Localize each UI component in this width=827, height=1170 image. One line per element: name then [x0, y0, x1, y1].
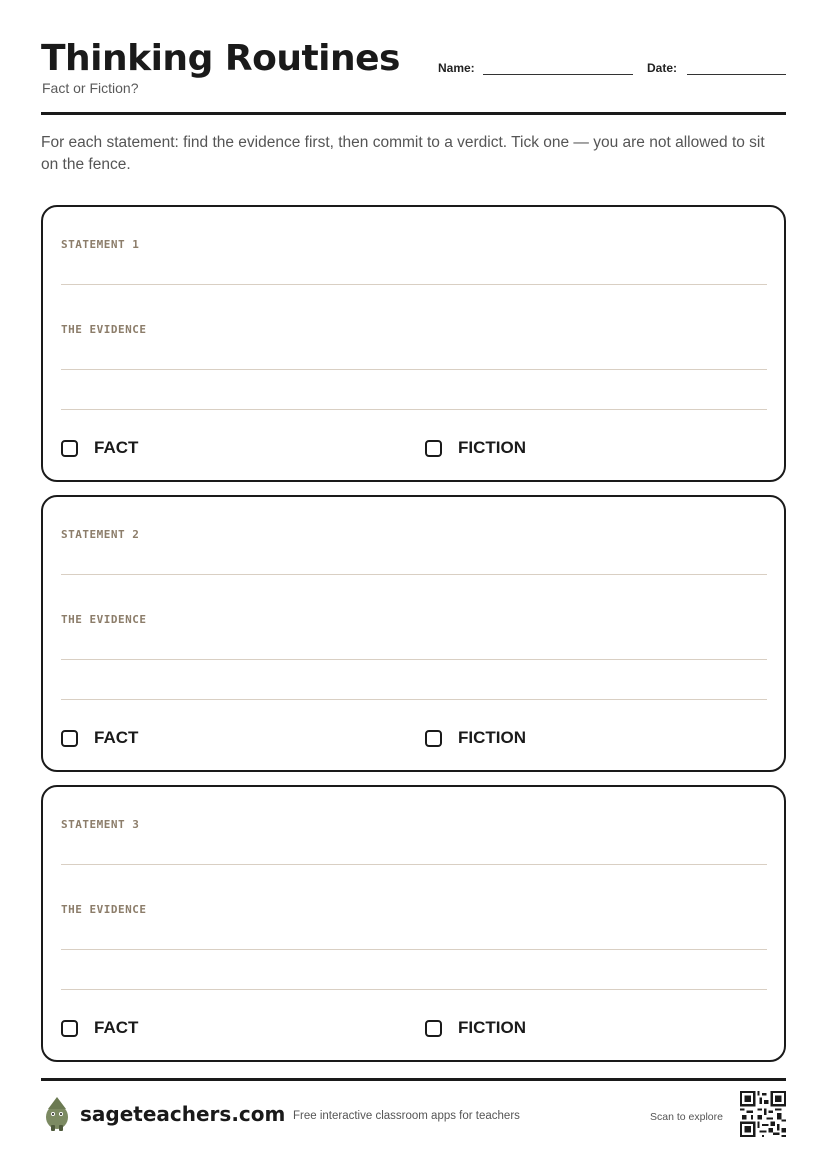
brand-link[interactable]: sageteachers.com [80, 1102, 286, 1126]
name-label: Name: [438, 61, 475, 75]
fact-label: FACT [94, 728, 139, 747]
evidence-label: THE EVIDENCE [61, 613, 147, 626]
instructions-text: For each statement: find the evidence first, then commit to a verdict. Tick one — you are not allowed to sit on the fence. [41, 134, 765, 173]
statement-card-3 [41, 785, 786, 1062]
statement-label: STATEMENT 1 [61, 238, 140, 251]
fact-checkbox[interactable] [61, 730, 78, 747]
header-divider [41, 112, 786, 115]
statement-write-line[interactable] [61, 284, 767, 285]
statement-card-2 [41, 495, 786, 772]
footer-tagline: Free interactive classroom apps for teachers [293, 1110, 520, 1122]
statement-label: STATEMENT 2 [61, 528, 140, 541]
statement-write-line[interactable] [61, 864, 767, 865]
page-subtitle: Fact or Fiction? [42, 80, 139, 96]
statement-write-line[interactable] [61, 574, 767, 575]
fiction-option[interactable] [425, 727, 526, 749]
evidence-write-line[interactable] [61, 409, 767, 410]
fact-label: FACT [94, 438, 139, 457]
fiction-label: FICTION [458, 1018, 526, 1037]
fact-checkbox[interactable] [61, 1020, 78, 1037]
name-field[interactable] [483, 74, 633, 75]
evidence-write-line[interactable] [61, 989, 767, 990]
evidence-write-line[interactable] [61, 949, 767, 950]
fiction-option[interactable] [425, 437, 526, 459]
fact-label: FACT [94, 1018, 139, 1037]
date-label: Date: [647, 61, 678, 75]
evidence-write-line[interactable] [61, 659, 767, 660]
footer-divider [41, 1078, 786, 1081]
page-title: Thinking Routines [41, 38, 400, 79]
fiction-label: FICTION [458, 438, 526, 457]
fiction-option[interactable] [425, 1017, 526, 1039]
fiction-checkbox[interactable] [425, 730, 442, 747]
evidence-write-line[interactable] [61, 369, 767, 370]
scan-text: Scan to explore [650, 1111, 723, 1123]
evidence-write-line[interactable] [61, 699, 767, 700]
fact-option[interactable] [61, 727, 138, 749]
fiction-checkbox[interactable] [425, 1020, 442, 1037]
fact-option[interactable] [61, 437, 138, 459]
date-field[interactable] [687, 74, 786, 75]
evidence-label: THE EVIDENCE [61, 323, 147, 336]
qr-code-icon[interactable] [740, 1091, 786, 1137]
fact-option[interactable] [61, 1017, 138, 1039]
sage-mascot-icon [42, 1095, 72, 1131]
fiction-checkbox[interactable] [425, 440, 442, 457]
fact-checkbox[interactable] [61, 440, 78, 457]
evidence-label: THE EVIDENCE [61, 903, 147, 916]
statement-label: STATEMENT 3 [61, 818, 140, 831]
statement-card-1 [41, 205, 786, 482]
fiction-label: FICTION [458, 728, 526, 747]
